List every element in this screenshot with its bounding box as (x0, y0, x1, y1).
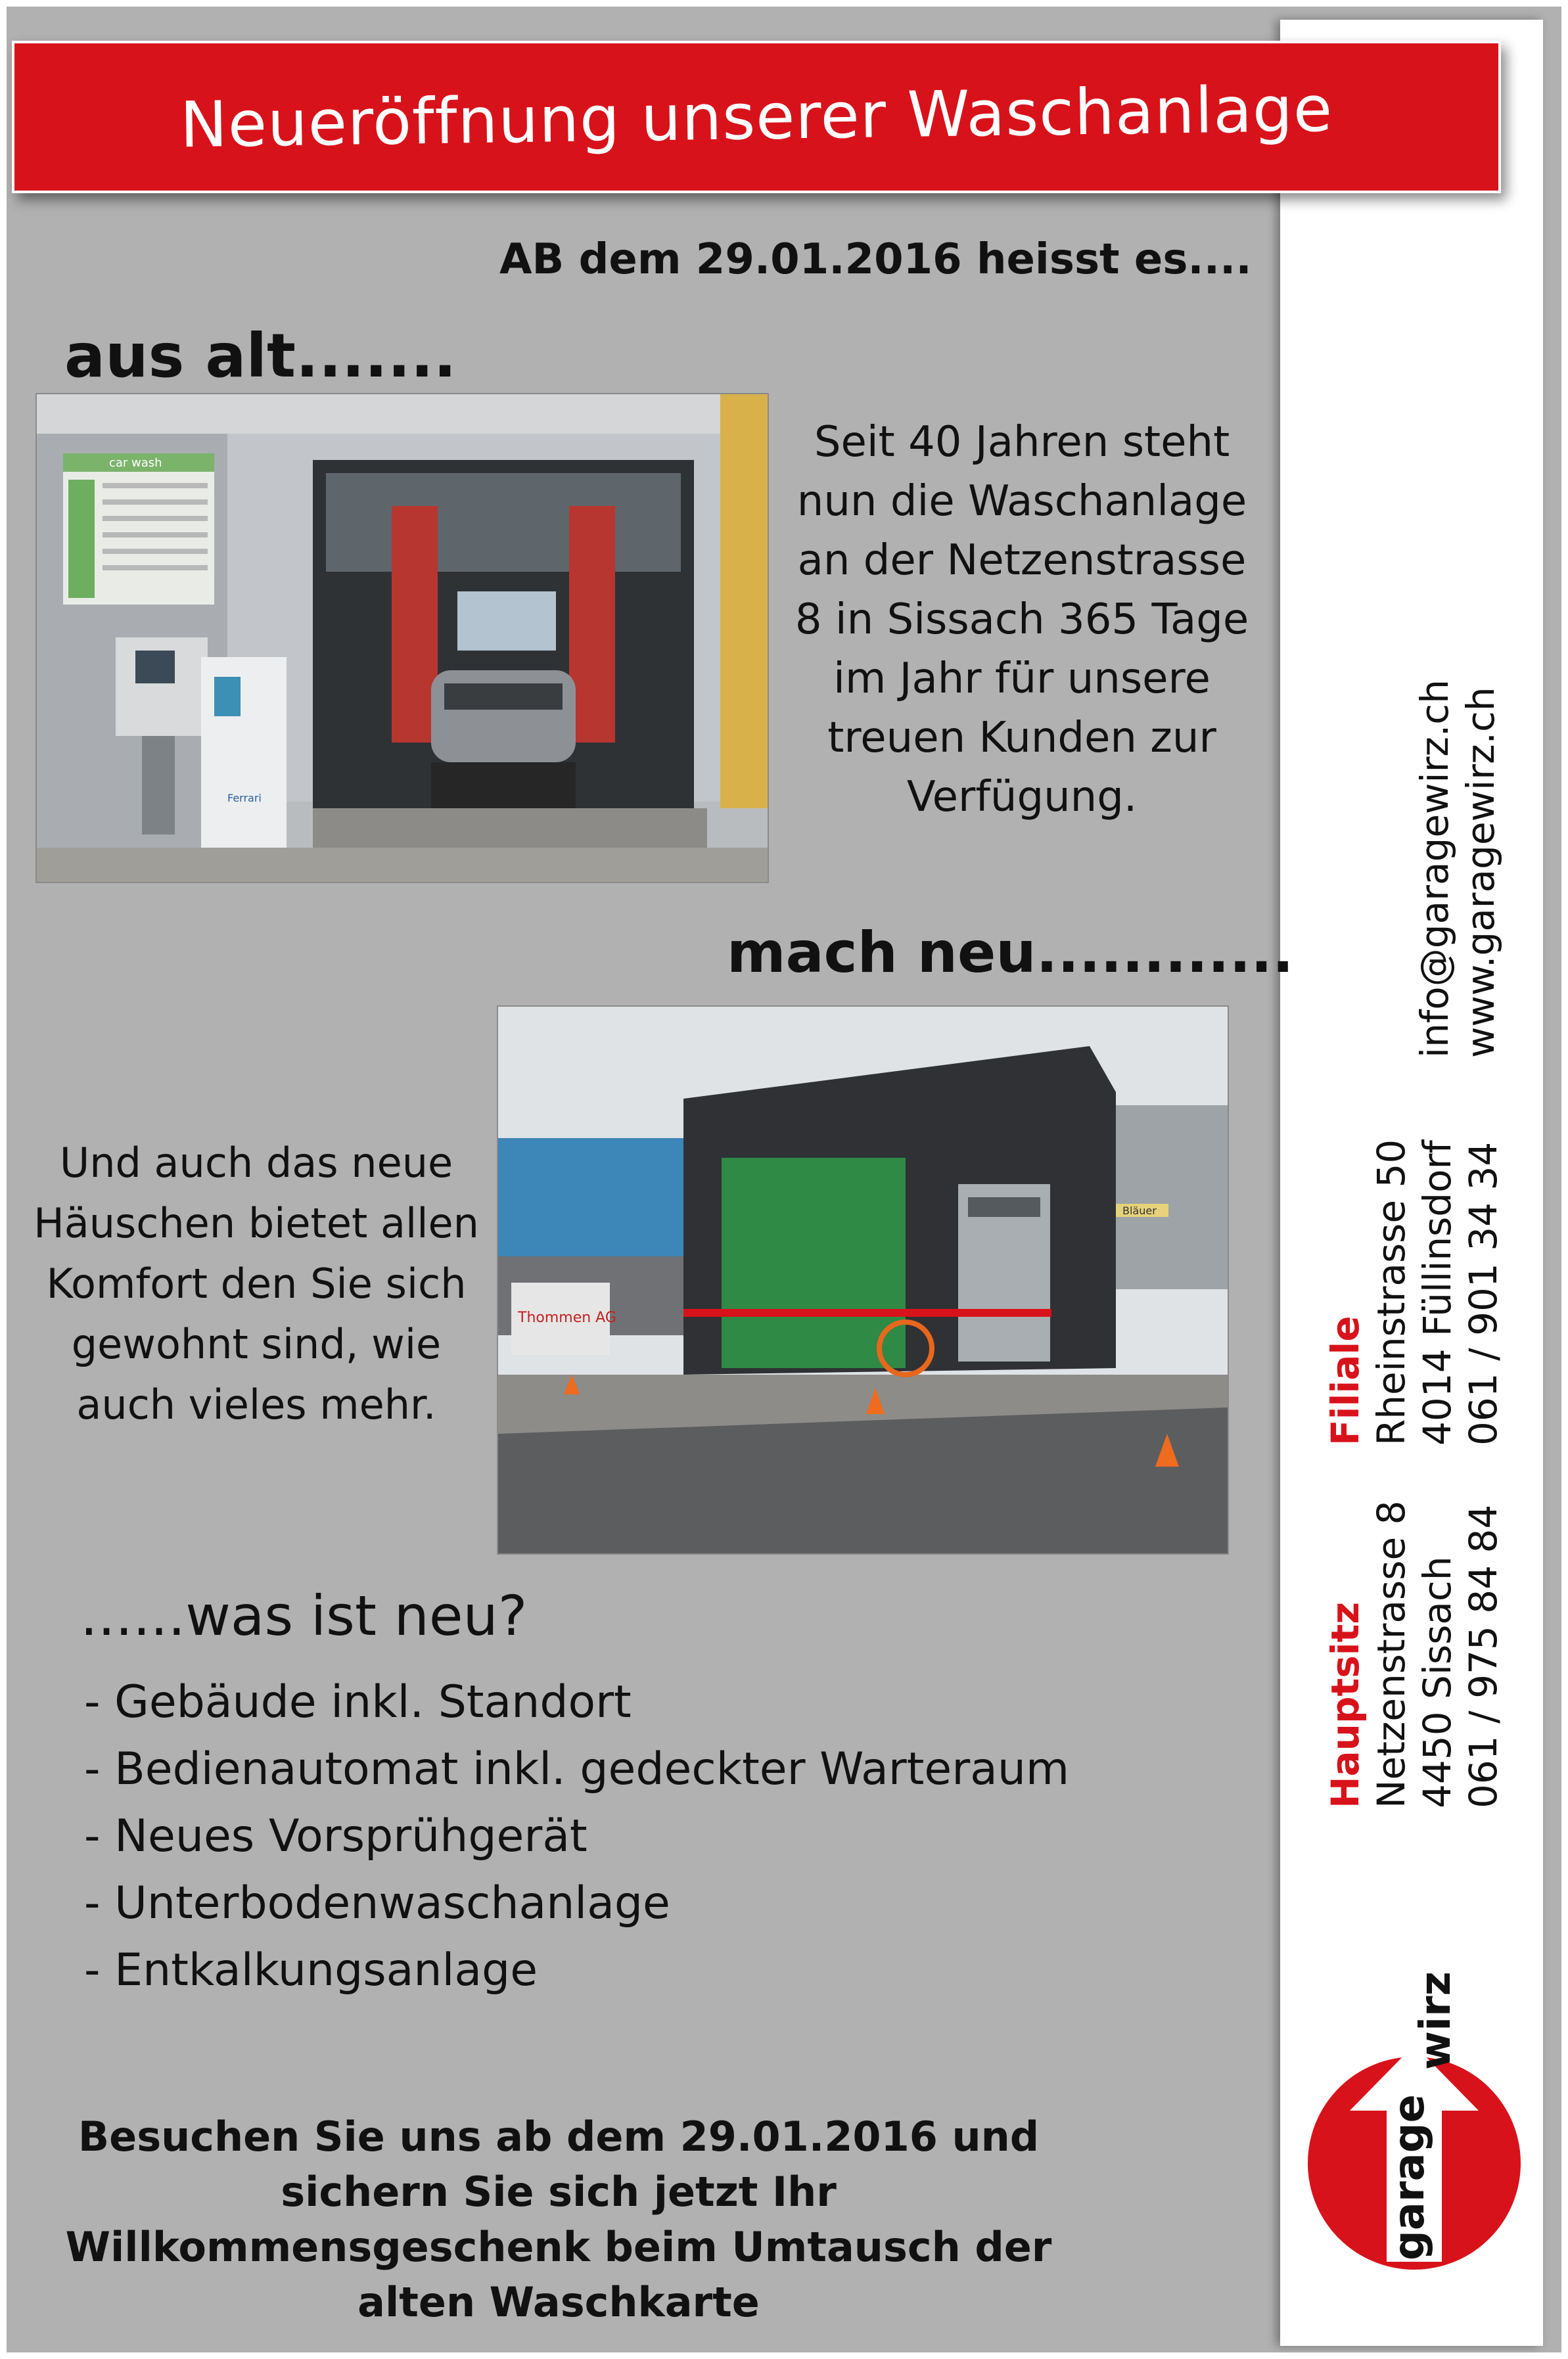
feature-item: - Neues Vorsprühgerät (84, 1810, 588, 1862)
filiale-block (1322, 1139, 1506, 1446)
footer-call-to-action: Besuchen Sie uns ab dem 29.01.2016 und sichern Sie sich jetzt Ihr Willkommensgeschenk beim Umtausch der alten Waschkarte (65, 2113, 1052, 2326)
logo-word-wirz: wirz (1412, 1971, 1460, 2070)
garage-wirz-logo (1303, 1946, 1526, 2275)
hauptsitz-phone: 061 / 975 84 84 (1461, 1504, 1506, 1808)
new-description: Und auch das neue Häuschen bietet allen Komfort den Sie sich gewohnt sind, wie auch vieles mehr. (34, 1139, 479, 1429)
banner-title: Neueröffnung unserer Waschanlage (179, 72, 1333, 162)
photo-old-car-wash (37, 394, 768, 882)
website-text: www.garagewirz.ch (1458, 687, 1503, 1058)
hauptsitz-label: Hauptsitz (1323, 1601, 1368, 1808)
photo-new-car-wash (498, 1007, 1228, 1553)
subheadline: AB dem 29.01.2016 heisst es.... (499, 235, 1252, 284)
title-banner (12, 41, 1501, 193)
hauptsitz-city: 4450 Sissach (1415, 1556, 1460, 1808)
building-sign-text: Bläuer (1122, 1204, 1157, 1217)
hauptsitz-street: Netzenstrasse 8 (1369, 1500, 1414, 1808)
car-wash-sign-text: car wash (109, 456, 162, 470)
contact-block (1412, 679, 1504, 1058)
van-logo-text: Thommen AG (518, 1310, 616, 1326)
email-text: info@garagewirz.ch (1412, 679, 1457, 1058)
logo-word-garage: garage (1385, 2094, 1434, 2260)
feature-item: - Unterbodenwaschanlage (84, 1877, 670, 1929)
filiale-label: Filiale (1323, 1316, 1368, 1446)
feature-list (84, 1669, 1069, 2004)
filiale-city: 4014 Füllinsdorf (1415, 1140, 1460, 1446)
heading-new: mach neu............ (727, 920, 1294, 986)
feature-item: - Bedienautomat inkl. gedeckter Warteraum (84, 1743, 1070, 1795)
filiale-street: Rheinstrasse 50 (1369, 1139, 1414, 1446)
heading-old: aus alt....... (64, 321, 457, 391)
filiale-phone: 061 / 901 34 34 (1461, 1141, 1506, 1446)
hauptsitz-block (1322, 1500, 1506, 1808)
feature-item: - Gebäude inkl. Standort (84, 1676, 632, 1728)
machine-brand-text: Ferrari (227, 792, 262, 804)
feature-item: - Entkalkungsanlage (84, 1944, 538, 1996)
old-description: Seit 40 Jahren steht nun die Waschanlage an der Netzenstrasse 8 in Sissach 365 Tage im Jahr für unsere treuen Kunden zur Verfügung. (795, 418, 1249, 821)
whats-new-heading: ......was ist neu? (80, 1584, 528, 1648)
